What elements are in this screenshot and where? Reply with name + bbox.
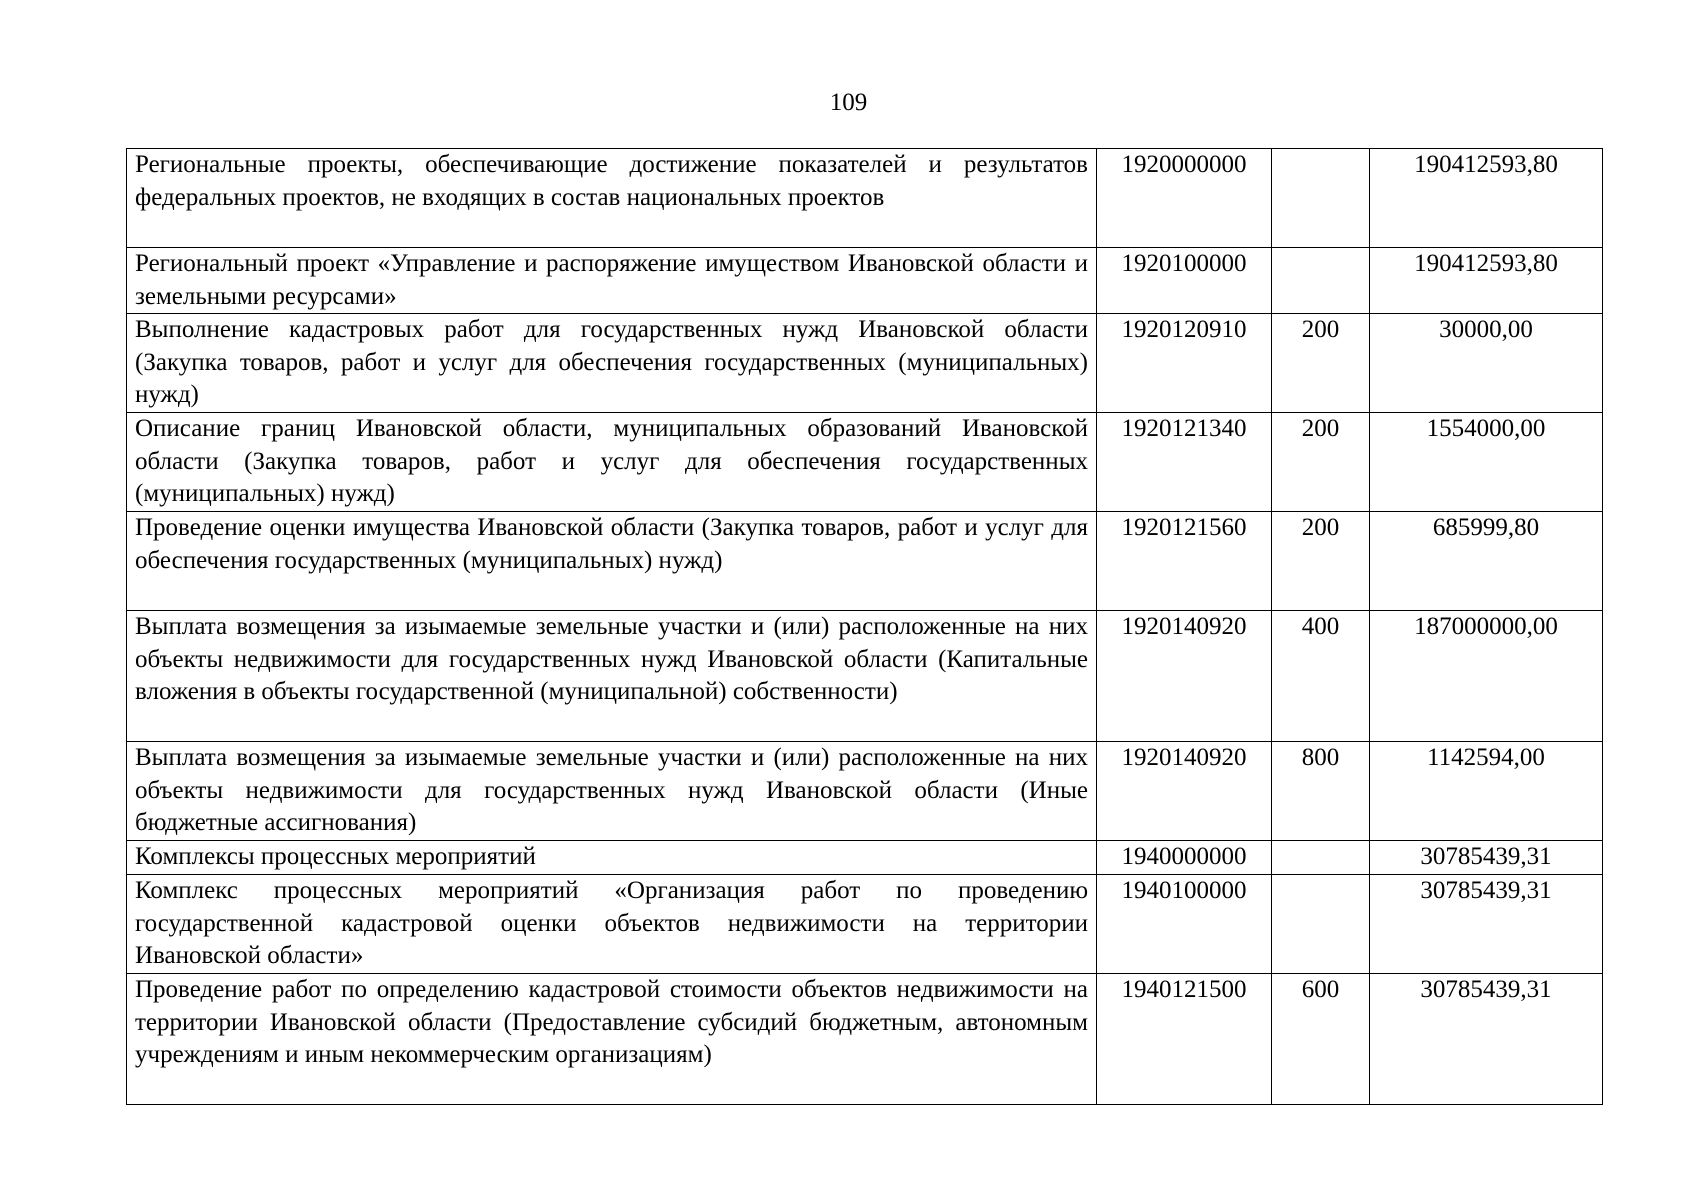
- row-code-cell: 1940121500: [1097, 974, 1272, 1105]
- row-code-cell: 1920140920: [1097, 742, 1272, 841]
- row-amount-cell: 685999,80: [1370, 512, 1603, 611]
- row-name-cell: Описание границ Ивановской области, муниципальных образований Ивановской области (Закупка товаров, работ и услуг для обеспечения государственных (муниципальных) нужд): [127, 413, 1097, 512]
- row-name-cell: Комплексы процессных мероприятий: [127, 841, 1097, 875]
- row-code-cell: 1940100000: [1097, 875, 1272, 974]
- row-name-cell: Комплекс процессных мероприятий «Организация работ по проведению государственной кадастровой оценки объектов недвижимости на территории Ивановской области»: [127, 875, 1097, 974]
- row-code-cell: 1940000000: [1097, 841, 1272, 875]
- row-expense-type-cell: [1272, 248, 1370, 314]
- table-row: [127, 248, 1603, 314]
- row-expense-type-cell: 800: [1272, 742, 1370, 841]
- table-row: [127, 611, 1603, 742]
- row-expense-type-cell: [1272, 875, 1370, 974]
- table-row: [127, 974, 1603, 1105]
- row-amount-cell: 190412593,80: [1370, 248, 1603, 314]
- table-row: [127, 149, 1603, 248]
- row-amount-cell: 30785439,31: [1370, 875, 1603, 974]
- row-amount-cell: 30785439,31: [1370, 841, 1603, 875]
- row-amount-cell: 1142594,00: [1370, 742, 1603, 841]
- row-name-cell: Выполнение кадастровых работ для государственных нужд Ивановской области (Закупка товаров, работ и услуг для обеспечения государственных (муниципальных) нужд): [127, 314, 1097, 413]
- row-amount-cell: 187000000,00: [1370, 611, 1603, 742]
- row-amount-cell: 30785439,31: [1370, 974, 1603, 1105]
- row-amount-cell: 1554000,00: [1370, 413, 1603, 512]
- budget-table: [126, 148, 1603, 1105]
- table-row: [127, 742, 1603, 841]
- row-name-cell: Выплата возмещения за изымаемые земельные участки и (или) расположенные на них объекты недвижимости для государственных нужд Ивановской области (Капитальные вложения в объекты государственной (муниципальной) собственности): [127, 611, 1097, 742]
- row-name-cell: Проведение работ по определению кадастровой стоимости объектов недвижимости на территории Ивановской области (Предоставление субсидий бюджетным, автономным учреждениям и иным некоммерческим организациям): [127, 974, 1097, 1105]
- table-row: [127, 314, 1603, 413]
- row-name-cell: Проведение оценки имущества Ивановской области (Закупка товаров, работ и услуг для обеспечения государственных (муниципальных) нужд): [127, 512, 1097, 611]
- row-amount-cell: 190412593,80: [1370, 149, 1603, 248]
- row-name-cell: Региональный проект «Управление и распоряжение имуществом Ивановской области и земельными ресурсами»: [127, 248, 1097, 314]
- row-code-cell: 1920140920: [1097, 611, 1272, 742]
- row-code-cell: 1920000000: [1097, 149, 1272, 248]
- row-expense-type-cell: [1272, 149, 1370, 248]
- row-expense-type-cell: 600: [1272, 974, 1370, 1105]
- row-amount-cell: 30000,00: [1370, 314, 1603, 413]
- row-expense-type-cell: 200: [1272, 314, 1370, 413]
- row-code-cell: 1920100000: [1097, 248, 1272, 314]
- row-code-cell: 1920121340: [1097, 413, 1272, 512]
- row-name-cell: Выплата возмещения за изымаемые земельные участки и (или) расположенные на них объекты недвижимости для государственных нужд Ивановской области (Иные бюджетные ассигнования): [127, 742, 1097, 841]
- row-expense-type-cell: 200: [1272, 512, 1370, 611]
- row-expense-type-cell: [1272, 841, 1370, 875]
- table-row: [127, 841, 1603, 875]
- row-expense-type-cell: 400: [1272, 611, 1370, 742]
- row-code-cell: 1920120910: [1097, 314, 1272, 413]
- row-code-cell: 1920121560: [1097, 512, 1272, 611]
- page-number: 109: [829, 89, 868, 116]
- row-expense-type-cell: 200: [1272, 413, 1370, 512]
- row-name-cell: Региональные проекты, обеспечивающие достижение показателей и результатов федеральных проектов, не входящих в состав национальных проектов: [127, 149, 1097, 248]
- table-row: [127, 512, 1603, 611]
- table-row: [127, 413, 1603, 512]
- table-row: [127, 875, 1603, 974]
